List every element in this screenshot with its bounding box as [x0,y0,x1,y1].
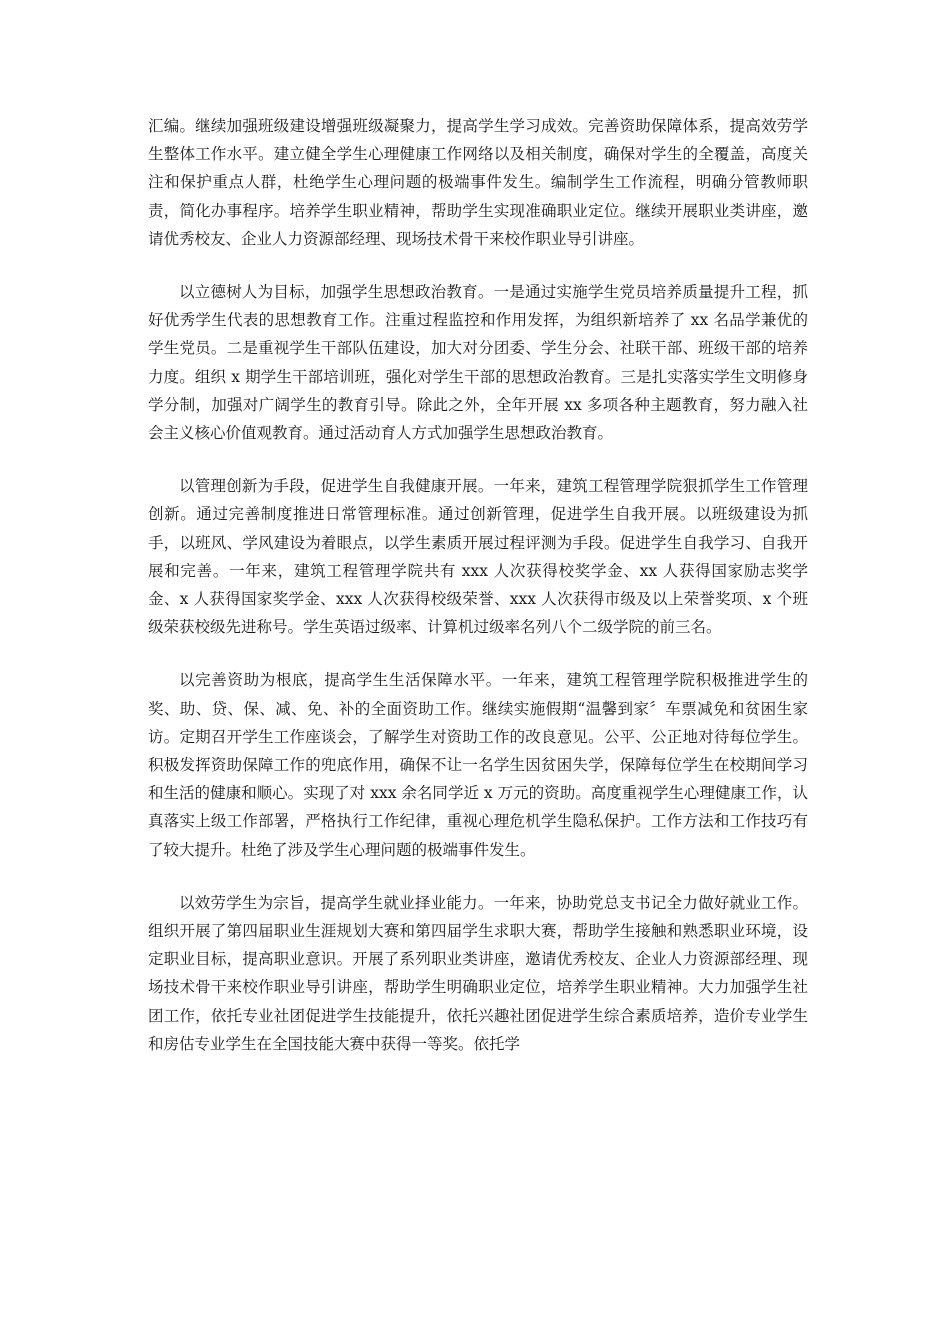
paragraph-employment: 以效劳学生为宗旨，提高学生就业择业能力。一年来，协助党总支书记全力做好就业工作。组织开展了第四届职业生涯规划大赛和第四届学生求职大赛，帮助学生接触和熟悉职业环境，设定职业目标，提高职业意识。开展了系列职业类讲座，邀请优秀校友、企业人力资源部经理、现场技术骨干来校作职业导引讲座，帮助学生明确职业定位，培养学生职业精神。大力加强学生社团工作，依托专业社团促进学生技能提升，依托兴趣社团促进学生综合素质培养，造价专业学生和房估专业学生在全国技能大赛中获得一等奖。依托学 [148,893,808,1053]
paragraph-management-innovation: 以管理创新为手段，促进学生自我健康开展。一年来，建筑工程管理学院狠抓学生工作管理创新。通过完善制度推进日常管理标准。通过创新管理，促进学生自我开展。以班级建设为抓手，以班风、学风建设为着眼点，以学生素质开展过程评测为手段。促进学生自我学习、自我开展和完善。一年来，建筑工程管理学院共有 xxx 人次获得校奖学金、xx 人获得国家励志奖学金、x 人获得国家奖学金、xxx 人次获得校级荣誉、xxx 人次获得市级及以上荣誉奖项、x 个班级荣获校级先进称号。学生英语过级率、计算机过级率名列八个二级学院的前三名。 [148,477,808,637]
paragraph-continued: 汇编。继续加强班级建设增强班级凝聚力，提高学生学习成效。完善资助保障体系，提高效劳学生整体工作水平。建立健全学生心理健康工作网络以及相关制度，确保对学生的全覆盖，高度关注和保护重点人群，杜绝学生心理问题的极端事件发生。编制学生工作流程，明确分管教师职责，简化办事程序。培养学生职业精神，帮助学生实现准确职业定位。继续开展职业类讲座，邀请优秀校友、企业人力资源部经理、现场技术骨干来校作职业导引讲座。 [148,117,808,248]
paragraph-moral-education: 以立德树人为目标，加强学生思想政治教育。一是通过实施学生党员培养质量提升工程，抓好优秀学生代表的思想教育工作。注重过程监控和作用发挥，为组织新培养了 xx 名品学兼优的学生党员。二是重视学生干部队伍建设，加大对分团委、学生分会、社联干部、班级干部的培养力度。组织 x 期学生干部培训班，强化对学生干部的思想政治教育。三是扎实落实学生文明修身学分制，加强对广阔学生的教育引导。除此之外，全年开展 xx 多项各种主题教育，努力融入社会主义核心价值观教育。通过活动育人方式加强学生思想政治教育。 [148,283,808,443]
document-page [148,112,808,1083]
paragraph-financial-aid: 以完善资助为根底，提高学生生活保障水平。一年来，建筑工程管理学院积极推进学生的奖、助、贷、保、减、免、补的全面资助工作。继续实施假期“温馨到家〞车票减免和贫困生家访。定期召开学生工作座谈会，了解学生对资助工作的改良意见。公平、公正地对待每位学生。积极发挥资助保障工作的兜底作用，确保不让一名学生因贫困失学，保障每位学生在校期间学习和生活的健康和顺心。实现了对 xxx 余名同学近 x 万元的资助。高度重视学生心理健康工作，认真落实上级工作部署，严格执行工作纪律，重视心理危机学生隐私保护。工作方法和工作技巧有了较大提升。杜绝了涉及学生心理问题的极端事件发生。 [148,671,808,859]
